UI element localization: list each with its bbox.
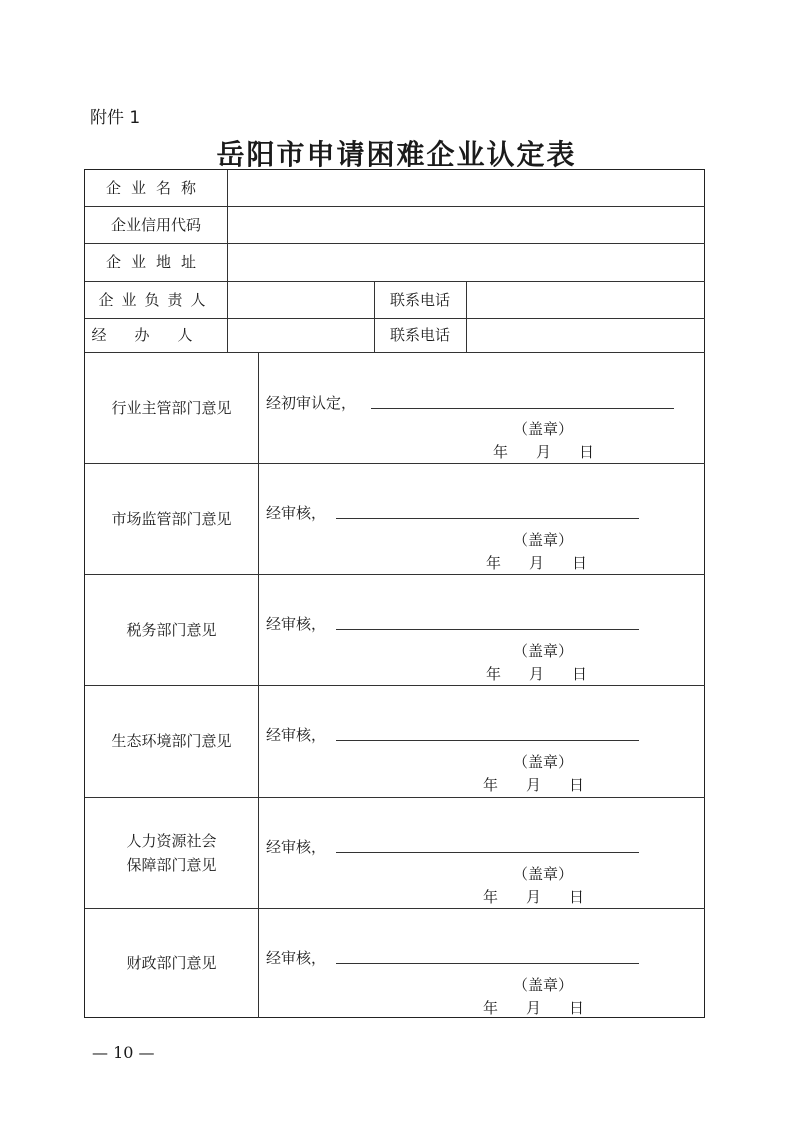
review-text: 经审核， [266, 838, 327, 856]
date-line [483, 997, 584, 1018]
seal-label: （盖章） [513, 531, 574, 549]
review-underline[interactable] [336, 740, 639, 741]
company-name-field[interactable] [228, 170, 705, 206]
year-label: 年 [486, 554, 502, 572]
review-text: 经初审认定， [266, 394, 357, 412]
hr-dept-label-line2: 保障部门意见 [126, 855, 217, 874]
contact-phone-label: 联系电话 [389, 290, 450, 309]
legal-person-field[interactable] [228, 282, 374, 318]
date-line [483, 886, 584, 907]
market-dept-label: 市场监管部门意见 [111, 509, 232, 528]
date-line [483, 774, 584, 795]
tax-dept-label: 税务部门意见 [126, 620, 217, 639]
seal-label: （盖章） [513, 753, 574, 771]
handler-phone-field[interactable] [467, 319, 705, 352]
day-label: 日 [572, 665, 588, 683]
handler-field[interactable] [228, 319, 374, 352]
review-underline[interactable] [336, 852, 639, 853]
form-title: 岳阳市申请困难企业认定表 [216, 138, 577, 171]
legal-person-label: 企业负责人 [98, 290, 214, 309]
credit-code-field[interactable] [228, 207, 705, 243]
address-field[interactable] [228, 244, 705, 281]
year-label: 年 [483, 776, 499, 794]
date-line [486, 552, 587, 573]
hr-dept-label-line1: 人力资源社会 [126, 831, 217, 850]
credit-code-label: 企业信用代码 [110, 215, 201, 234]
review-underline[interactable] [336, 963, 639, 964]
review-underline[interactable] [336, 518, 639, 519]
contact-phone-field[interactable] [467, 282, 705, 318]
day-label: 日 [569, 776, 585, 794]
day-label: 日 [572, 554, 588, 572]
date-line [493, 441, 594, 462]
attachment-label: 附件 1 [90, 108, 141, 128]
hr-dept-label [85, 797, 258, 908]
form-table [84, 169, 705, 1018]
month-label: 月 [529, 665, 545, 683]
day-label: 日 [579, 443, 595, 461]
month-label: 月 [529, 554, 545, 572]
month-label: 月 [526, 776, 542, 794]
year-label: 年 [483, 999, 499, 1017]
month-label: 月 [526, 999, 542, 1017]
seal-label: （盖章） [513, 865, 574, 883]
review-text: 经审核， [266, 949, 327, 967]
handler-phone-label: 联系电话 [389, 326, 450, 344]
date-line [486, 663, 587, 684]
year-label: 年 [486, 665, 502, 683]
review-text: 经审核， [266, 615, 327, 633]
industry-dept-label: 行业主管部门意见 [111, 398, 232, 417]
address-label: 企业地址 [105, 253, 206, 271]
handler-label: 经办人 [91, 326, 221, 344]
page-number: — 10 — [92, 1043, 155, 1062]
seal-label: （盖章） [513, 420, 574, 438]
review-text: 经审核， [266, 726, 327, 744]
month-label: 月 [536, 443, 552, 461]
day-label: 日 [569, 999, 585, 1017]
review-underline[interactable] [336, 629, 639, 630]
review-text: 经审核， [266, 504, 327, 522]
month-label: 月 [526, 888, 542, 906]
review-underline[interactable] [371, 408, 674, 409]
company-name-label: 企业名称 [105, 179, 206, 197]
year-label: 年 [493, 443, 509, 461]
seal-label: （盖章） [513, 976, 574, 994]
ecology-dept-label: 生态环境部门意见 [111, 732, 232, 750]
column-divider [258, 352, 259, 1018]
seal-label: （盖章） [513, 642, 574, 660]
finance-dept-label: 财政部门意见 [126, 954, 217, 972]
day-label: 日 [569, 888, 585, 906]
year-label: 年 [483, 888, 499, 906]
